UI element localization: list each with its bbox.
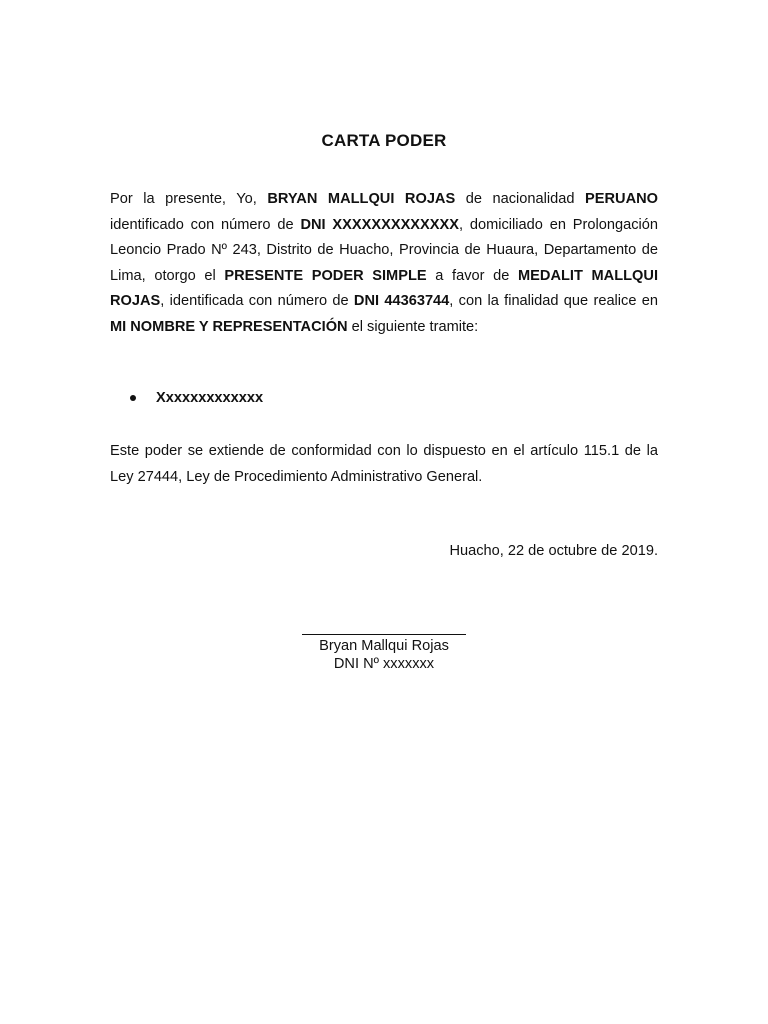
text-segment: Por la presente, Yo, [110,191,268,207]
text-segment: identificado con número de [110,216,301,233]
body-paragraph-1 [110,187,658,340]
text-segment: , domiciliado en Prolongación Leoncio Prado Nº 243, Distrito de Huacho, Provincia de Huaura, Departamento de Lima, otorgo el [110,216,658,284]
grantor-name: BRYAN MALLQUI ROJAS [267,191,456,207]
text-segment: , identificada con número de [160,293,354,309]
signature-dni: DNI Nº xxxxxxx [333,656,435,672]
text-segment: , con la finalidad que realice en [449,293,658,309]
bullet-icon [130,395,136,401]
nationality: PERUANO [585,191,659,207]
power-type: PRESENTE PODER SIMPLE [224,267,427,284]
signature-name: Bryan Mallqui Rojas [319,638,449,654]
procedure-list-item [130,390,263,406]
text-segment: el siguiente tramite: [347,318,479,335]
document-title: CARTA PODER [321,131,447,150]
procedure-text: Xxxxxxxxxxxxx [156,390,264,406]
representation-clause: MI NOMBRE Y REPRESENTACIÓN [110,318,348,335]
body-paragraph-2: Este poder se extiende de conformidad con lo dispuesto en el artículo 115.1 de la Ley 27444, Ley de Procedimiento Administrativo General. [110,443,658,485]
text-segment: de nacionalidad [455,191,586,207]
text-segment: a favor de [426,267,519,284]
grantee-name: MEDALIT MALLQUI ROJAS [110,267,658,309]
signature-line [302,620,466,635]
signature-block [0,620,768,673]
grantor-dni: DNI XXXXXXXXXXXXX [300,216,459,233]
date-line: Huacho, 22 de octubre de 2019. [449,543,658,559]
grantee-dni: DNI 44363744 [353,293,450,309]
